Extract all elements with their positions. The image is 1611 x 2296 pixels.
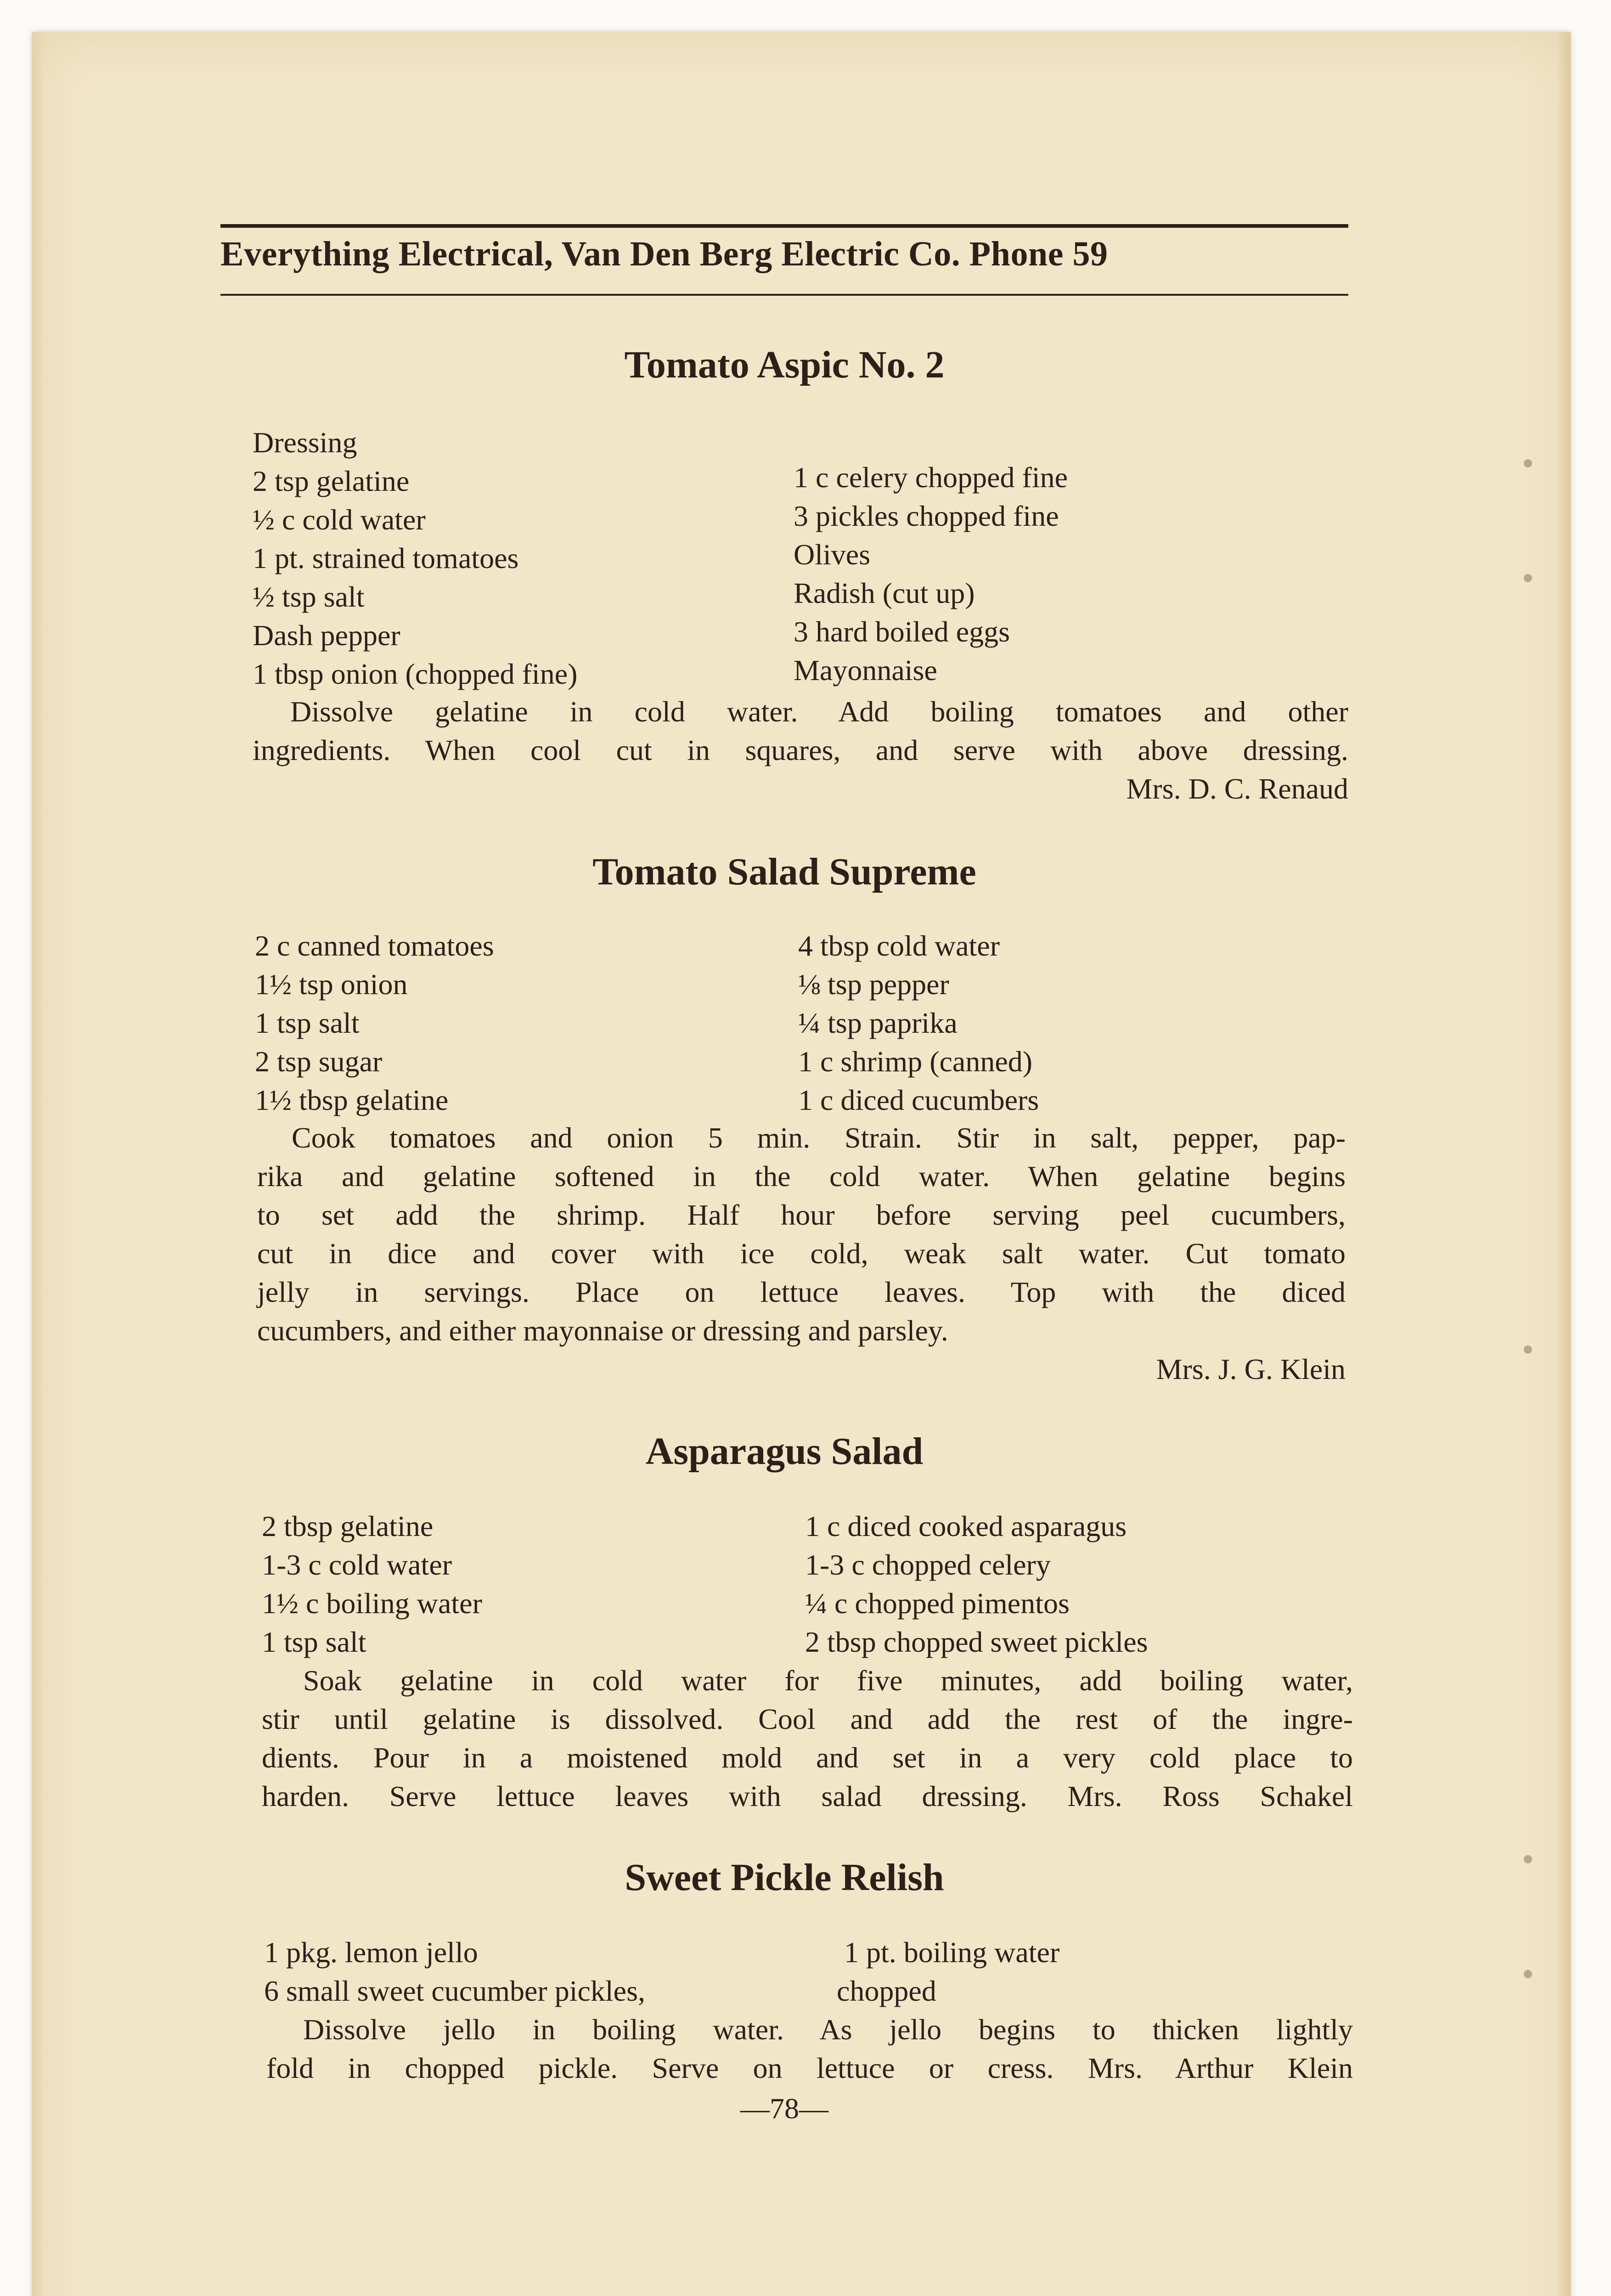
instruction-line: to set add the shrimp. Half hour before serving peel cucumbers, — [257, 1199, 1346, 1231]
instruction-line: stir until gelatine is dissolved. Cool and add the rest of the ingre- — [262, 1703, 1353, 1735]
binding-hole-mark — [1524, 574, 1532, 582]
binding-hole-mark — [1524, 1855, 1532, 1863]
ingredient-right: 3 pickles chopped fine — [794, 500, 1059, 532]
instruction-line: jelly in servings. Place on lettuce leaves. Top with the diced — [257, 1276, 1346, 1308]
ingredient-left: 1 pkg. lemon jello — [264, 1936, 478, 1969]
ingredient-right: chopped — [837, 1975, 936, 2007]
ingredient-right: ⅛ tsp pepper — [798, 968, 949, 1001]
ingredient-right: Mayonnaise — [794, 654, 937, 687]
recipe-author: Mrs. D. C. Renaud — [1126, 772, 1348, 805]
paper-edge-left — [32, 32, 44, 2296]
instruction-line: cucumbers, and either mayonnaise or dressing and parsley. — [257, 1314, 948, 1347]
instruction-line: harden. Serve lettuce leaves with salad dressing. Mrs. Ross Schakel — [262, 1780, 1353, 1812]
header-rule-bottom — [220, 294, 1348, 296]
ingredient-right: Radish (cut up) — [794, 577, 975, 609]
recipe-title: Asparagus Salad — [645, 1430, 924, 1473]
ingredient-right: Olives — [794, 538, 871, 571]
ingredient-left: Dash pepper — [253, 619, 400, 652]
ingredient-left: 1 tbsp onion (chopped fine) — [253, 658, 578, 690]
instruction-line: Dissolve jello in boiling water. As jello begins to thicken lightly — [303, 2013, 1353, 2046]
ingredient-left: 6 small sweet cucumber pickles, — [264, 1975, 645, 2007]
binding-hole-mark — [1524, 1970, 1532, 1978]
recipe-title: Tomato Salad Supreme — [592, 850, 976, 893]
instruction-line: dients. Pour in a moistened mold and set in a very cold place to — [262, 1741, 1353, 1774]
ingredient-left: 1 pt. strained tomatoes — [253, 542, 519, 574]
instruction-line: ingredients. When cool cut in squares, and serve with above dressing. — [253, 734, 1348, 766]
ingredient-left: 2 tsp gelatine — [253, 465, 410, 497]
instruction-line: Soak gelatine in cold water for five minutes, add boiling water, — [303, 1664, 1353, 1697]
page-header: Everything Electrical, Van Den Berg Electric Co. Phone 59 — [220, 235, 1108, 273]
ingredient-left: 1 tsp salt — [255, 1007, 360, 1039]
recipe-author: Mrs. J. G. Klein — [1156, 1353, 1346, 1385]
paper-edge-right — [1557, 32, 1571, 2296]
ingredient-right: 2 tbsp chopped sweet pickles — [805, 1626, 1148, 1658]
ingredient-right: 1 pt. boiling water — [844, 1936, 1060, 1969]
ingredient-right: ¼ tsp paprika — [798, 1007, 958, 1039]
page-number: —78— — [740, 2092, 828, 2125]
ingredient-left: 1-3 c cold water — [262, 1548, 452, 1581]
ingredient-left: 2 c canned tomatoes — [255, 929, 494, 962]
ingredient-left: 1½ tsp onion — [255, 968, 408, 1001]
ingredient-left: 2 tbsp gelatine — [262, 1510, 434, 1542]
instruction-line: fold in chopped pickle. Serve on lettuce or cress. Mrs. Arthur Klein — [266, 2052, 1353, 2084]
instruction-line: Dissolve gelatine in cold water. Add boiling tomatoes and other — [290, 695, 1348, 728]
ingredient-right: 1 c diced cooked asparagus — [805, 1510, 1127, 1542]
recipe-title: Tomato Aspic No. 2 — [624, 343, 945, 386]
recipe-title: Sweet Pickle Relish — [625, 1856, 944, 1899]
ingredient-right: 1-3 c chopped celery — [805, 1548, 1051, 1581]
instruction-line: rika and gelatine softened in the cold water. When gelatine begins — [257, 1160, 1346, 1193]
binding-hole-mark — [1524, 1345, 1532, 1354]
ingredient-right: ¼ c chopped pimentos — [805, 1587, 1070, 1620]
header-rule-top — [220, 224, 1348, 228]
ingredient-left: ½ tsp salt — [253, 580, 365, 613]
instruction-line: cut in dice and cover with ice cold, weak salt water. Cut tomato — [257, 1237, 1346, 1270]
ingredient-left: 1 tsp salt — [262, 1626, 366, 1658]
ingredient-heading: Dressing — [253, 426, 357, 459]
ingredient-right: 1 c diced cucumbers — [798, 1084, 1039, 1116]
ingredient-right: 1 c shrimp (canned) — [798, 1045, 1033, 1078]
ingredient-left: 1½ c boiling water — [262, 1587, 482, 1620]
ingredient-right: 3 hard boiled eggs — [794, 615, 1010, 648]
ingredient-left: 1½ tbsp gelatine — [255, 1084, 449, 1116]
ingredient-left: ½ c cold water — [253, 503, 426, 536]
ingredient-left: 2 tsp sugar — [255, 1045, 383, 1078]
ingredient-right: 1 c celery chopped fine — [794, 461, 1068, 494]
instruction-line: Cook tomatoes and onion 5 min. Strain. Stir in salt, pepper, pap- — [292, 1121, 1346, 1154]
binding-hole-mark — [1524, 459, 1532, 467]
ingredient-right: 4 tbsp cold water — [798, 929, 1000, 962]
